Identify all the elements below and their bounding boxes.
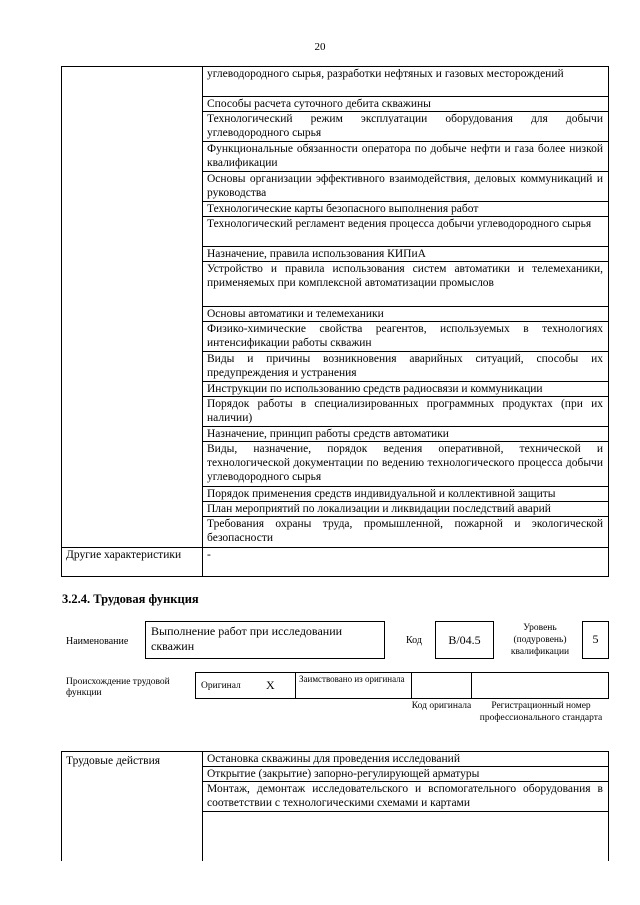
knowledge-item: Назначение, правила использования КИПиА <box>207 248 426 260</box>
page-number: 20 <box>314 41 326 53</box>
knowledge-item: Требования охраны труда, промышленной, пожарной и экологической безопасности <box>207 518 603 544</box>
code-value: B/04.5 <box>448 633 481 647</box>
code-box <box>435 621 494 659</box>
labor-action-item: Остановка скважины для проведения исследований <box>207 753 460 765</box>
name-label: Наименование <box>66 636 129 647</box>
level-box <box>582 621 609 659</box>
labor-action-item: Монтаж, демонтаж исследовательского и вспомогательного оборудования в соответствии с технологическими схемами и картами <box>207 783 603 809</box>
knowledge-item: Физико-химические свойства реагентов, используемых в технологиях интенсификации работы скважин <box>207 323 603 349</box>
knowledge-item: Технологический регламент ведения процесса добычи углеводородного сырья <box>207 218 592 230</box>
name-value: Выполнение работ при исследовании скважин <box>151 624 343 653</box>
knowledge-item: Инструкции по использованию средств радиосвязи и коммуникации <box>207 383 543 395</box>
borrowed-label: Заимствовано из оригинала <box>299 674 405 684</box>
level-value: 5 <box>592 632 599 646</box>
original-label: Оригинал <box>201 681 241 691</box>
knowledge-item: Устройство и правила использования систем автоматики и телемеханики, применяемых при комплексной автоматизации промыслов <box>207 263 603 289</box>
level-label: Уровень (подуровень) квалификации <box>510 623 570 657</box>
other-characteristics-label: Другие характеристики <box>66 549 182 561</box>
section-heading: 3.2.4. Трудовая функция <box>62 592 199 606</box>
knowledge-item: План мероприятий по локализации и ликвидации последствий аварий <box>207 503 551 515</box>
knowledge-item: Виды и причины возникновения аварийных ситуаций, способы их предупреждения и устранения <box>207 353 603 379</box>
knowledge-item: Функциональные обязанности оператора по добыче нефти и газа более низкой квалификации <box>207 143 603 169</box>
knowledge-item: Назначение, принцип работы средств автоматики <box>207 428 449 440</box>
knowledge-item: Виды, назначение, порядок ведения оперативной, технической и технологической документации по ведению технологического процесса добычи углеводородного сырья <box>207 443 603 483</box>
reg-number-caption: Регистрационный номер профессионального стандарта <box>479 701 603 723</box>
origin-label: Происхождение трудовой функции <box>66 677 170 698</box>
knowledge-item: Технологические карты безопасного выполнения работ <box>207 203 479 215</box>
labor-actions-label: Трудовые действия <box>66 755 161 767</box>
knowledge-item: Способы расчета суточного дебита скважины <box>207 98 431 110</box>
code-label: Код <box>406 635 422 646</box>
other-characteristics-value: - <box>207 549 211 561</box>
knowledge-item: Основы автоматики и телемеханики <box>207 308 384 320</box>
knowledge-item: углеводородного сырья, разработки нефтяных и газовых месторождений <box>207 68 564 80</box>
name-box <box>145 621 385 659</box>
knowledge-item: Порядок применения средств индивидуальной и коллективной защиты <box>207 488 556 500</box>
knowledge-item: Порядок работы в специализированных программных продуктах (при их наличии) <box>207 398 603 424</box>
knowledge-item: Технологический режим эксплуатации оборудования для добычи углеводородного сырья <box>207 113 603 139</box>
labor-action-item: Открытие (закрытие) запорно-регулирующей арматуры <box>207 768 480 780</box>
original-mark: X <box>266 678 275 692</box>
knowledge-item: Основы организации эффективного взаимодействия, деловых коммуникаций и руководства <box>207 173 603 199</box>
code-origin-caption: Код оригинала <box>411 701 472 711</box>
